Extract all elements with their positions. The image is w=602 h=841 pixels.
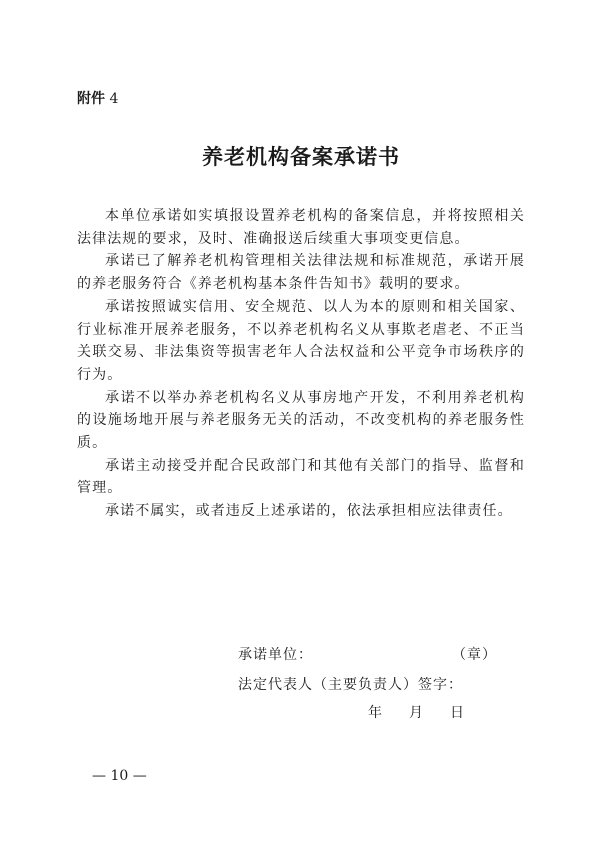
paragraph-6: 承诺不属实，或者违反上述承诺的，依法承担相应法律责任。: [105, 503, 513, 520]
attachment-number: 4: [109, 91, 119, 107]
paragraph-5: 承诺主动接受并配合民政部门和其他有关部门的指导、监督和管理。: [77, 457, 525, 497]
seal-label: （章）: [452, 647, 497, 663]
attachment-label: 附件: [77, 91, 105, 107]
pledge-body: [77, 205, 525, 523]
document-title: 养老机构备案承诺书: [202, 144, 400, 169]
attachment-heading: [77, 90, 118, 108]
paragraph-1: 本单位承诺如实填报设置养老机构的备案信息，并将按照相关法律法规的要求，及时、准确报送后续重大事项变更信息。: [77, 208, 525, 247]
date-line: [368, 704, 465, 722]
paragraph-3: 承诺按照诚实信用、安全规范、以人为本的原则和相关国家、行业标准开展养老服务，不以养老机构名义从事欺老虐老、不正当关联交易、非法集资等损害老年人合法权益和公平竞争市场秩序的行为。: [77, 298, 525, 383]
year-label: 年: [368, 705, 383, 721]
month-label: 月: [409, 705, 424, 721]
pledge-unit-label: 承诺单位：: [238, 647, 313, 663]
day-label: 日: [450, 705, 465, 721]
page-number: — 10 —: [92, 768, 147, 784]
paragraph-2: 承诺已了解养老机构管理相关法律法规和标准规范，承诺开展的养老服务符合《养老机构基本条件告知书》载明的要求。: [77, 253, 525, 293]
paragraph-4: 承诺不以举办养老机构名义从事房地产开发，不利用养老机构的设施场地开展与养老服务无关的活动，不改变机构的养老服务性质。: [77, 389, 525, 452]
representative-signature-label: 法定代表人（主要负责人）签字：: [238, 677, 463, 693]
